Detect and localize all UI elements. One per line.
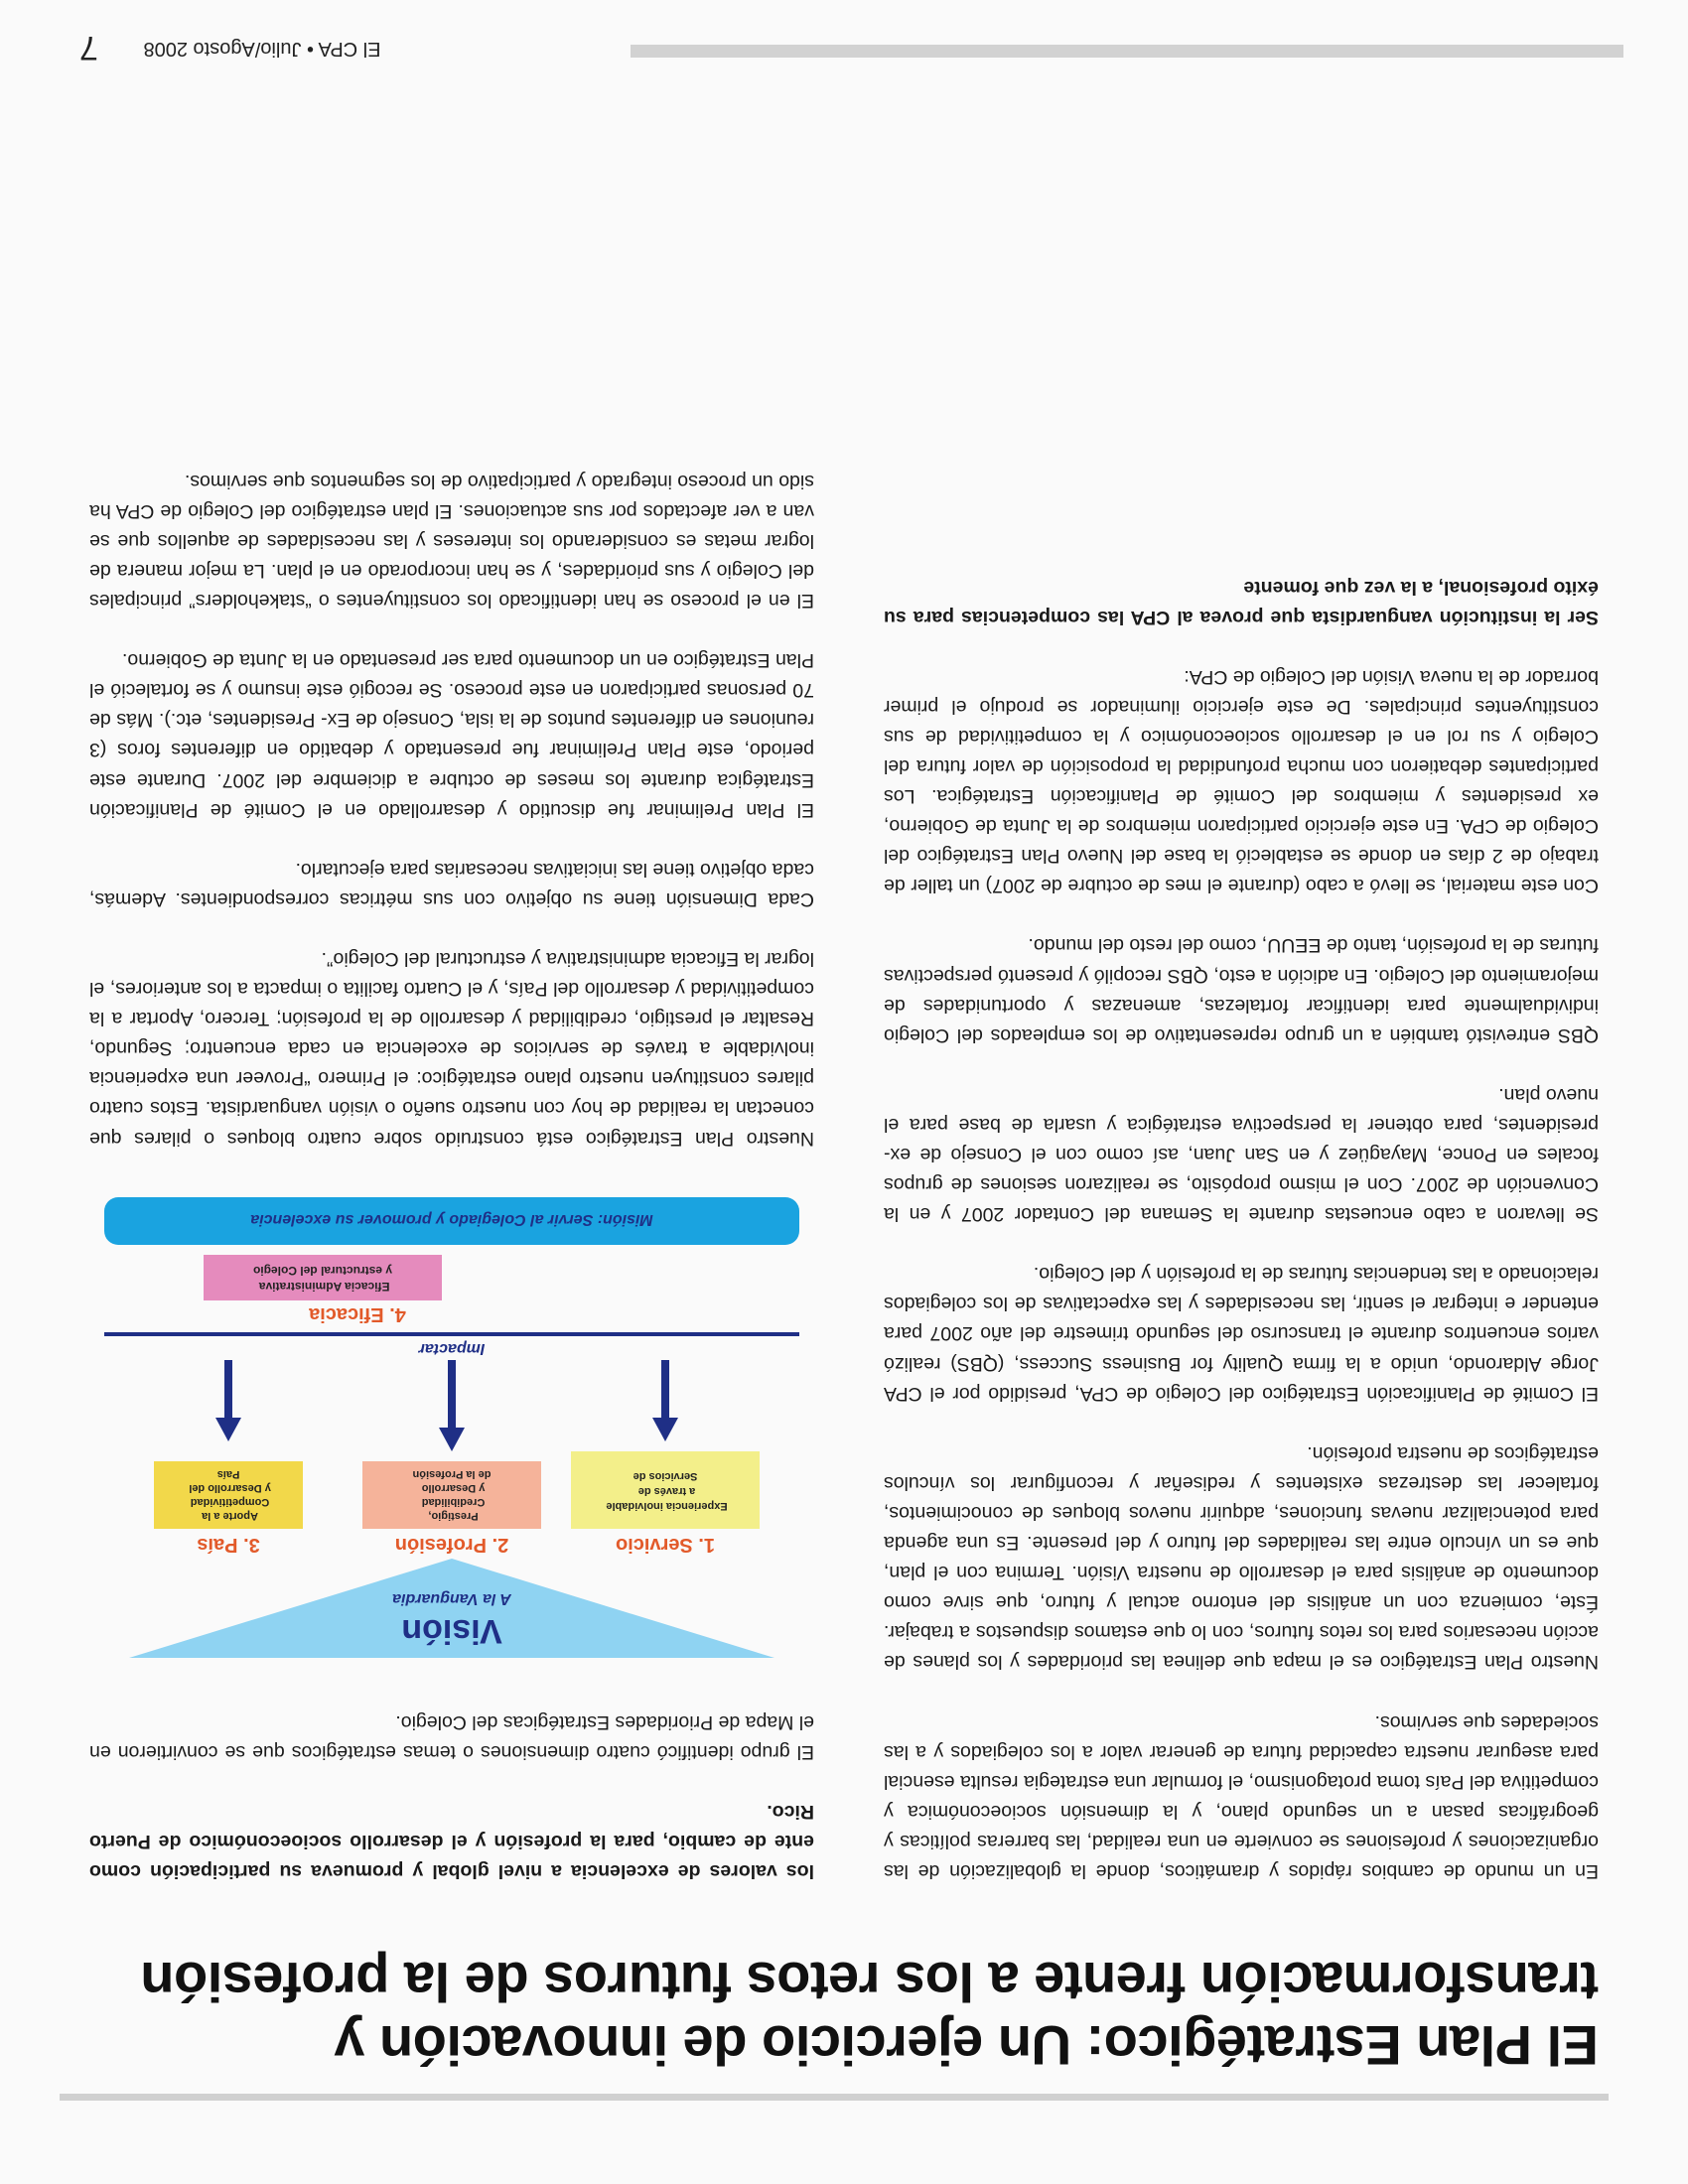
- vision-subtitle: A la Vanguardia: [392, 1589, 511, 1607]
- page-footer: [79, 28, 596, 67]
- title-line-1: El Plan Estratégico: Un ejercicio de innovación y: [334, 2014, 1599, 2077]
- arrow-up-icon: [439, 1360, 465, 1451]
- paragraph: El Comité de Planificación Estratégico del Colegio de CPA, presidido por el CPA Jorge Aldarondo, unido a la firma Quality for Business Success, (QBS) realizó varios encuentros durante el transcurso del segundo trimestre del año 2007 para entender e integrar el sentir, las necesidades y las expectativas de los colegiados relacionado a las tendencias futuras de la profesión y del Colegio.: [884, 1263, 1599, 1405]
- paragraph: Nuestro Plan Estratégico está construido sobre cuatro bloques o pilares que conectan la realidad de hoy con nuestro sueño o visión vanguardista. Estos cuatro pilares constituyen nuestro plano estratégico: el Primero “Proveer una experiencia inolvidable a través de servicios de excelencia en cada encuentro; Segundo, Resaltar el prestigio, credibilidad y desarrollo de la profesión; Tercero, Aportar a la competitividad y desarrollo del País, y el Cuarto facilita o impacta a los anteriores, el lograr la Eficacia administrativa y estructural del Colegio”.: [89, 947, 814, 1150]
- mission-text: Misión: Servir al Colegiado y promover su excelencia: [250, 1210, 653, 1228]
- pillar-line: y Desarrollo: [421, 1481, 486, 1494]
- pillar-line: Competitividad: [190, 1495, 270, 1508]
- pillar-label-servicio: 1. Servicio: [615, 1533, 716, 1556]
- efficacy-line: y estructural del Colegio: [252, 1263, 393, 1278]
- pillar-line: Credibilidad: [421, 1495, 486, 1508]
- page-number: 7: [79, 29, 98, 67]
- pillar-line: País: [216, 1467, 240, 1480]
- paragraph: El Plan Preliminar fue discutido y desarrollado en el Comité de Planificación Estratégica durante los meses de octubre a diciembre del 2007. Durante este periodo, este Plan Preliminar fue presentado y debatido en diferentes foros (3 reuniones en diferentes puntos de la isla, Consejo de Ex- Presidentes, etc.). Más de 70 personas participaron en este proceso. Se recogió este insumo y se fortaleció el Plan Estratégico en un documento para ser presentado en la Junta de Gobierno.: [89, 649, 814, 821]
- footer-rule: [631, 45, 1623, 58]
- pillar-label-profesion: 2. Profesión: [394, 1533, 509, 1556]
- strategy-diagram-svg: [89, 1181, 814, 1678]
- impact-label: Impactar: [418, 1339, 486, 1357]
- pillar-line: Servicios de: [633, 1469, 698, 1482]
- strategy-diagram: [89, 1181, 814, 1678]
- pillar-line: Experiencia inolvidable: [606, 1499, 728, 1512]
- paragraph: El en el proceso se han identificado los constituyentes o “stakeholders” principales del Colegio y sus prioridades, y se han incorporado en el plan. La mejor manera de lograr metas es considerando los intereses y las necesidades de aquellos que se van a ver afectados por sus actuaciones. El plan estratégico del Colegio de CPA ha sido un proceso integrado y participativo de los segmentos que servimos.: [89, 470, 814, 613]
- efficacy-line: Eficacia Administrativa: [258, 1279, 390, 1294]
- pillar-line: a través de: [637, 1484, 696, 1497]
- publication-name: El CPA • Julio/Agosto 2008: [143, 38, 381, 60]
- right-column: [89, 437, 814, 1886]
- efficacy-label: 4. Eficacia: [309, 1302, 406, 1325]
- pillar-line: Aporte a la: [202, 1509, 258, 1522]
- paragraph: Nuestro Plan Estratégico es el mapa que delinea las prioridades y los planes de acción necesarios para los retos futuros, con lo que estamos dispuestos a trabajar. Éste, comienza con un análisis del entorno actual y futuro, que sirve como documento de análisis para el desarrollo de nuestra Visión. Termina con el plan, que es un vínculo entre las realidades del futuro y del presente. Es una agenda para potencializar nuevas funciones, adquirir nuevos bloques de conocimientos, fortalecer las destrezas existentes y rediseñar y reconfigurar los vínculos estratégicos de nuestra profesión.: [884, 1441, 1599, 1674]
- paragraph: Se llevaron a cabo encuestas durante la Semana del Contador 2007 y en la Convención de 2007. Con el mismo propósito, se realizaron sesiones de grupos focales en Ponce, Mayagüez y en San Juan, así como con el Consejo de ex-presidentes, para obtener la perspectiva estratégica y usarla de base para el nuevo plan.: [884, 1083, 1599, 1226]
- vision-statement-start: Ser la institución vanguardista que provea al CPA las competencias para su éxito profesional, a la vez que fomente: [884, 576, 1599, 628]
- paragraph: En un mundo de cambios rápidos y dramáticos, donde la globalización de las organizaciones y profesiones se convierte en una realidad, las barreras políticas y geográficas pasan a un segundo plano, y la dimensión socioeconómica y competitiva del País toma protagonismo, el formular una estrategia resulta esencial para asegurar nuestra capacidad futura de generar valor a los colegiados y a las sociedades que servimos.: [884, 1710, 1599, 1882]
- pillar-line: Prestigio,: [428, 1509, 479, 1522]
- paragraph: Con este material, se llevó a cabo (durante el mes de octubre de 2007) un taller de trabajo de 2 días en donde se estableció la base del Nuevo Plan Estratégico del Colegio de CPA. En este ejercicio participaron miembros de la Junta de Gobierno, ex presidentes y miembros del Comité de Planificación Estratégica. Los participantes debatieron con mucha profundidad la proposición de valor futura del Colegio y su rol en el desarrollo socioeconómico y la competitividad de sus constituyentes principales. De este ejercicio iluminador se produjo el primer borrador de la nueva Visión del Colegio de CPA:: [884, 665, 1599, 897]
- pillar-line: y Desarrollo del: [189, 1481, 271, 1494]
- pillar-line: de la Profesión: [412, 1467, 492, 1480]
- header-rule: [60, 2094, 1609, 2101]
- paragraph: El grupo identificó cuatro dimensiones o temas estratégicos que se convirtieron en el Mapa de Prioridades Estratégicas del Colegio.: [89, 1710, 814, 1763]
- title-line-2: transformación frente a los retos futuros de la profesión: [140, 1951, 1599, 2013]
- vision-statement-end: los valores de excelencia a nivel global y promueva su participación como ente de cambio, para la profesión y el desarrollo socioeconómico de Puerto Rico.: [89, 1800, 814, 1882]
- arrow-up-icon: [215, 1360, 241, 1441]
- impact-rule: [104, 1332, 799, 1336]
- paragraph: QBS entrevistó también a un grupo representativo de los empleados del Colegio individualmente para identificar fortalezas, amenazas y oportunidades de mejoramiento del Colegio. En adición a esto, QBS recopiló y presentó perspectivas futuras de la profesión, tanto de EEUU, como del resto del mundo.: [884, 934, 1599, 1046]
- article-title: [109, 1950, 1599, 2077]
- left-column: [884, 542, 1599, 1886]
- pillar-label-pais: 3. País: [197, 1533, 260, 1556]
- arrow-up-icon: [652, 1360, 678, 1441]
- efficacy-box: [204, 1255, 442, 1300]
- paragraph: Cada Dimensión tiene su objetivo con sus métricas correspondientes. Además, cada objetivo tiene las iniciativas necesarias para ejecutarlo.: [89, 858, 814, 910]
- vision-title: Visión: [401, 1611, 502, 1650]
